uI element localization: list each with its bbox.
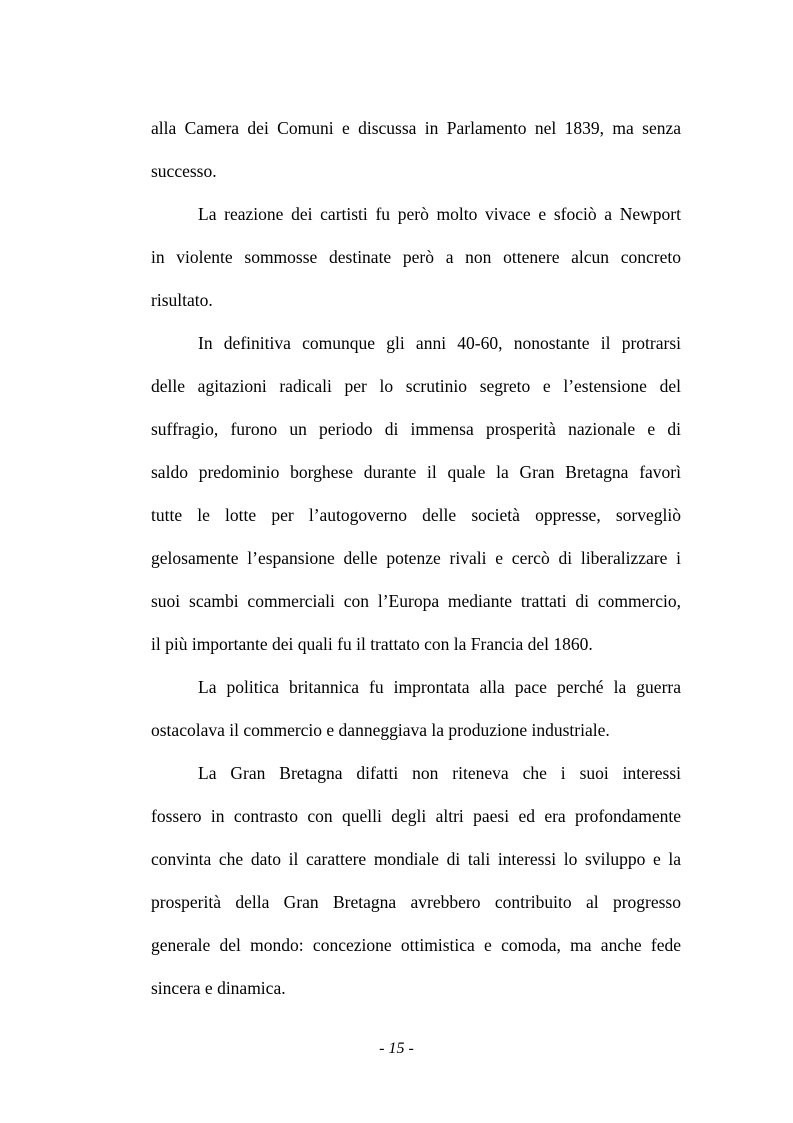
text-line: saldo predominio borghese durante il quale la Gran Bretagna favorì xyxy=(151,462,681,482)
text-line: alla Camera dei Comuni e discussa in Parlamento nel 1839, ma senza xyxy=(151,118,681,138)
text-line: in violente sommosse destinate però a non ottenere alcun concreto xyxy=(151,247,681,267)
paragraph xyxy=(151,322,681,666)
page-number: - 15 - xyxy=(379,1040,414,1057)
text-line: La Gran Bretagna difatti non riteneva che i suoi interessi xyxy=(198,763,681,783)
text-line: La politica britannica fu improntata alla pace perché la guerra xyxy=(198,677,681,697)
text-line: ostacolava il commercio e danneggiava la produzione industriale. xyxy=(151,720,610,740)
paragraph xyxy=(151,666,681,752)
paragraph xyxy=(151,752,681,1010)
paragraph xyxy=(151,107,681,193)
text-line: delle agitazioni radicali per lo scrutinio segreto e l’estensione del xyxy=(151,376,681,396)
text-line: sincera e dinamica. xyxy=(151,978,286,998)
text-line: La reazione dei cartisti fu però molto vivace e sfociò a Newport xyxy=(198,204,681,224)
text-line: tutte le lotte per l’autogoverno delle società oppresse, sorvegliò xyxy=(151,505,681,525)
paragraph xyxy=(151,193,681,322)
text-line: convinta che dato il carattere mondiale di tali interessi lo sviluppo e la xyxy=(151,849,681,869)
text-line: fossero in contrasto con quelli degli altri paesi ed era profondamente xyxy=(151,806,681,826)
text-line: risultato. xyxy=(151,290,213,310)
text-line: successo. xyxy=(151,161,217,181)
text-line: suoi scambi commerciali con l’Europa mediante trattati di commercio, xyxy=(151,591,681,611)
text-line: gelosamente l’espansione delle potenze rivali e cercò di liberalizzare i xyxy=(151,548,681,568)
text-line: il più importante dei quali fu il trattato con la Francia del 1860. xyxy=(151,634,593,654)
text-line: suffragio, furono un periodo di immensa prosperità nazionale e di xyxy=(151,419,681,439)
text-line: prosperità della Gran Bretagna avrebbero contribuito al progresso xyxy=(151,892,681,912)
text-line: In definitiva comunque gli anni 40-60, nonostante il protrarsi xyxy=(198,333,681,353)
document-body xyxy=(151,107,681,1010)
text-line: generale del mondo: concezione ottimistica e comoda, ma anche fede xyxy=(151,935,681,955)
